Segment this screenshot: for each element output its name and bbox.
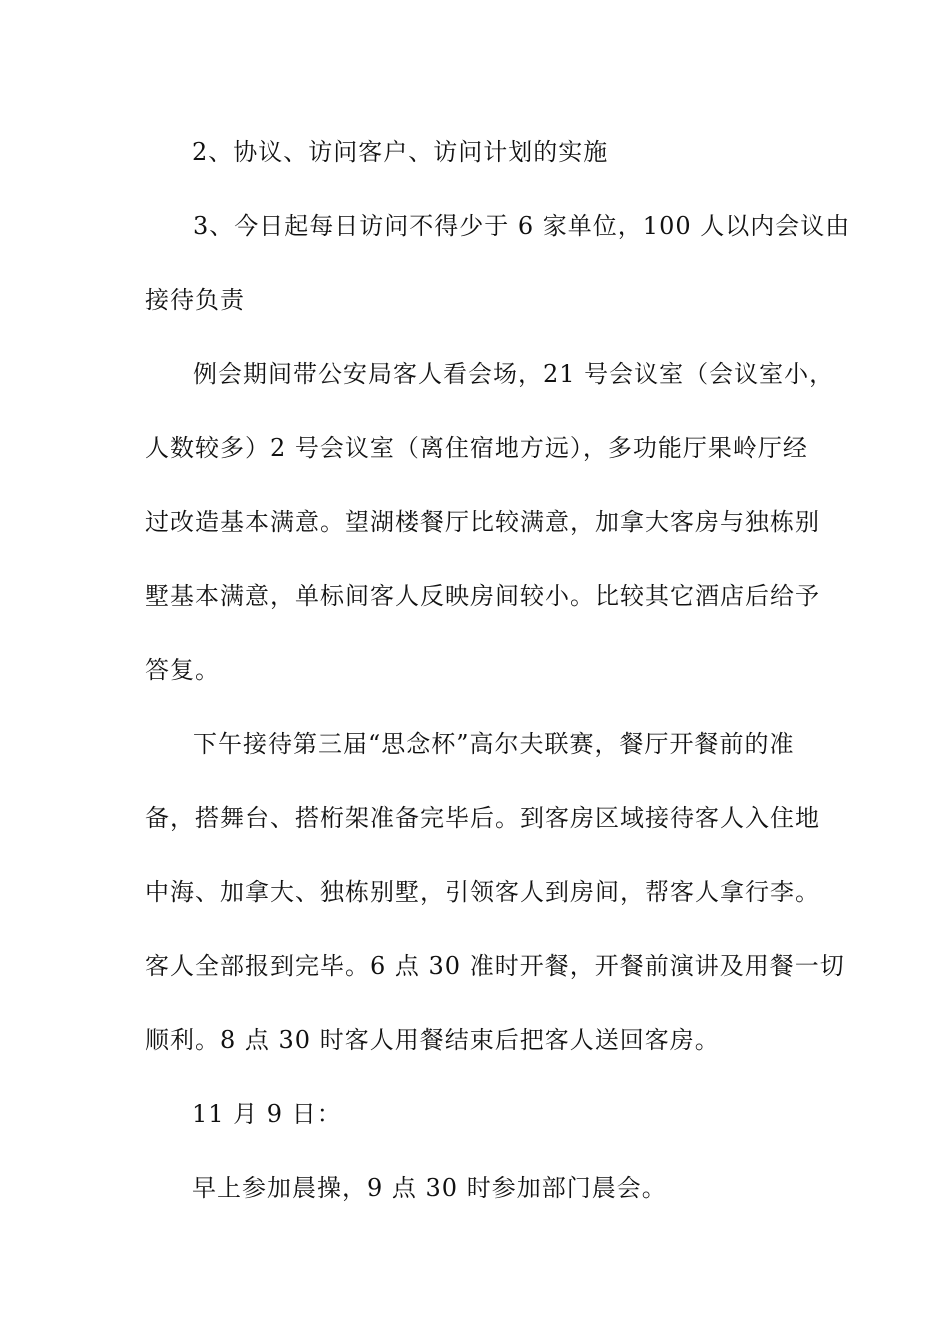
text-line: 顺利。8 点 30 时客人用餐结束后把客人送回客房。 xyxy=(145,1026,720,1054)
text-line: 客人全部报到完毕。6 点 30 准时开餐，开餐前演讲及用餐一切 xyxy=(145,952,845,980)
text-line: 墅基本满意，单标间客人反映房间较小。比较其它酒店后给予 xyxy=(145,582,820,610)
text-line: 早上参加晨操，9 点 30 时参加部门晨会。 xyxy=(192,1174,667,1202)
text-line: 中海、加拿大、独栋别墅，引领客人到房间，帮客人拿行李。 xyxy=(145,878,820,906)
text-line: 接待负责 xyxy=(145,286,245,314)
paragraph-item-3 xyxy=(145,189,851,337)
text-line: 备，搭舞台、搭桁架准备完毕后。到客房区域接待客人入住地 xyxy=(145,804,820,832)
paragraph-golf-event xyxy=(145,707,845,1077)
text-line: 下午接待第三届“思念杯”高尔夫联赛，餐厅开餐前的准 xyxy=(193,730,795,758)
text-line: 答复。 xyxy=(145,656,220,684)
paragraph-morning-meeting xyxy=(192,1151,667,1225)
text-line: 过改造基本满意。望湖楼餐厅比较满意，加拿大客房与独栋别 xyxy=(145,508,820,536)
date-heading xyxy=(192,1077,342,1151)
text-line: 11 月 9 日： xyxy=(192,1100,342,1128)
text-line: 3、今日起每日访问不得少于 6 家单位，100 人以内会议由 xyxy=(193,212,851,240)
paragraph-meeting-room xyxy=(145,337,835,707)
text-line: 人数较多）2 号会议室（离住宿地方远），多功能厅果岭厅经 xyxy=(145,434,808,462)
text-line: 2、协议、访问客户、访问计划的实施 xyxy=(192,138,609,166)
text-line: 例会期间带公安局客人看会场，21 号会议室（会议室小， xyxy=(193,360,835,388)
paragraph-item-2 xyxy=(192,115,608,189)
